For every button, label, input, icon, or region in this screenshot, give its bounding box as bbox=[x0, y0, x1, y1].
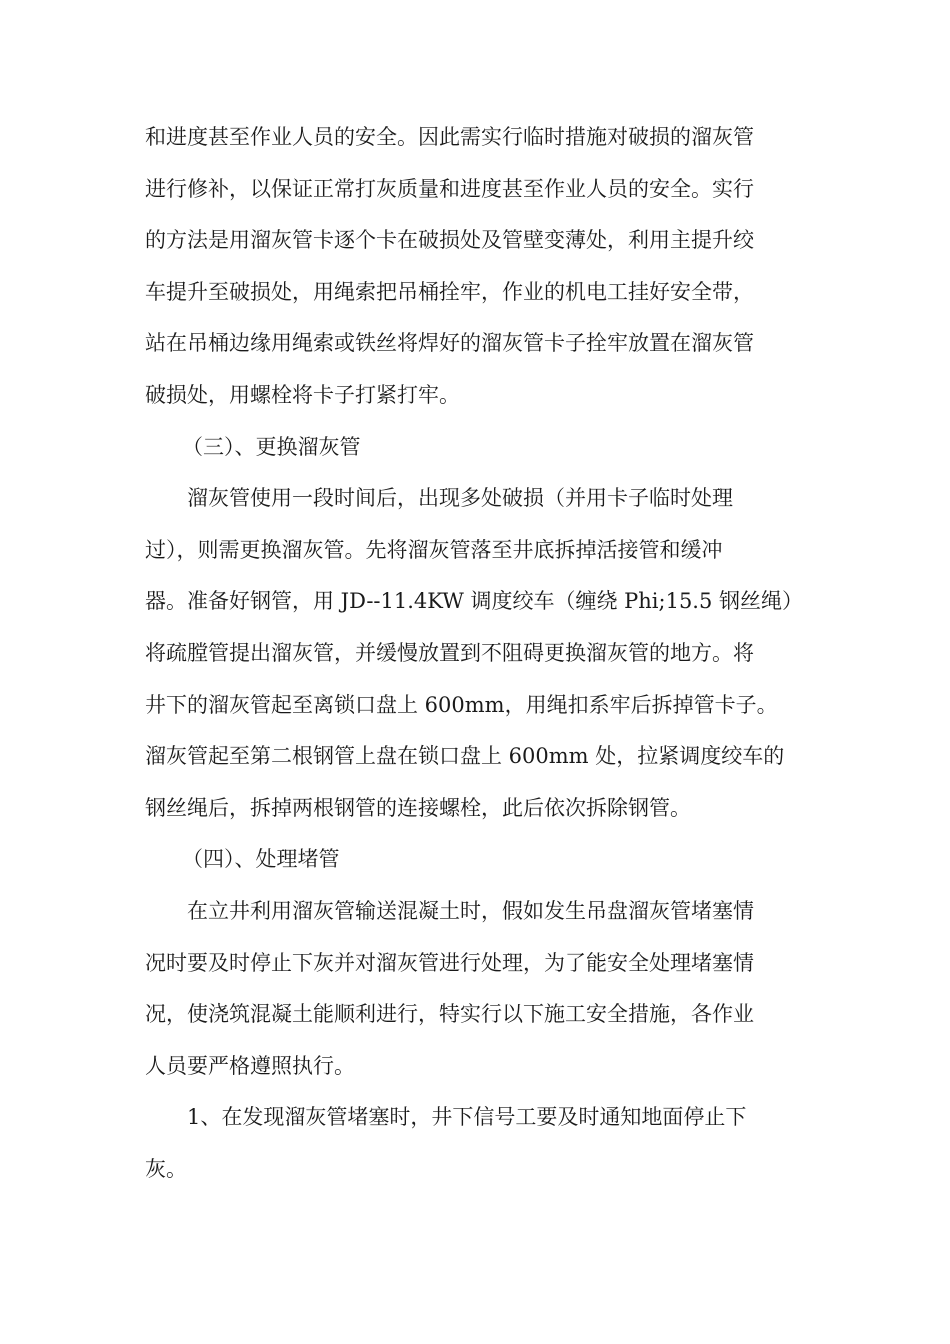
text-line: 溜灰管起至第二根钢管上盘在锁口盘上 600mm 处，拉紧调度绞车的 bbox=[145, 744, 785, 769]
list-item-first-line: 1、在发现溜灰管堵塞时，井下信号工要及时通知地面停止下 bbox=[187, 1105, 747, 1130]
text-line: 和进度甚至作业人员的安全。因此需实行临时措施对破损的溜灰管 bbox=[145, 125, 754, 149]
text-line: 破损处，用螺栓将卡子打紧打牢。 bbox=[145, 382, 460, 407]
document-body bbox=[145, 112, 805, 1195]
text-line: 灰。 bbox=[145, 1156, 187, 1181]
text-line: 人员要严格遵照执行。 bbox=[145, 1053, 355, 1078]
text-line: 过），则需更换溜灰管。先将溜灰管落至井底拆掉活接管和缓冲 bbox=[145, 537, 723, 562]
section-heading: （三）、更换溜灰管 bbox=[182, 434, 361, 459]
text-line: 车提升至破损处，用绳索把吊桶拴牢，作业的机电工挂好安全带， bbox=[145, 279, 754, 304]
section-heading: （四）、处理堵管 bbox=[182, 847, 340, 872]
text-line: 器。准备好钢管，用 JD--11.4KW 调度绞车（缠绕 Phi;15.5 钢丝绳） bbox=[145, 589, 804, 614]
text-line: 进行修补，以保证正常打灰质量和进度甚至作业人员的安全。实行 bbox=[145, 176, 754, 201]
paragraph-first-line: 在立井利用溜灰管输送混凝土时，假如发生吊盘溜灰管堵塞情 bbox=[187, 898, 754, 923]
text-line: 钢丝绳后，拆掉两根钢管的连接螺栓，此后依次拆除钢管。 bbox=[145, 795, 691, 820]
text-line: 的方法是用溜灰管卡逐个卡在破损处及管壁变薄处，利用主提升绞 bbox=[145, 228, 754, 253]
text-line: 站在吊桶边缘用绳索或铁丝将焊好的溜灰管卡子拴牢放置在溜灰管 bbox=[145, 331, 754, 356]
text-line: 况时要及时停止下灰并对溜灰管进行处理，为了能安全处理堵塞情 bbox=[145, 950, 754, 975]
text-line: 况，使浇筑混凝土能顺利进行，特实行以下施工安全措施，各作业 bbox=[145, 1002, 754, 1027]
paragraph-first-line: 溜灰管使用一段时间后，出现多处破损（并用卡子临时处理 bbox=[187, 486, 733, 511]
text-line: 井下的溜灰管起至离锁口盘上 600mm，用绳扣系牢后拆掉管卡子。 bbox=[145, 692, 778, 717]
text-line: 将疏膛管提出溜灰管，并缓慢放置到不阻碍更换溜灰管的地方。将 bbox=[145, 640, 754, 665]
